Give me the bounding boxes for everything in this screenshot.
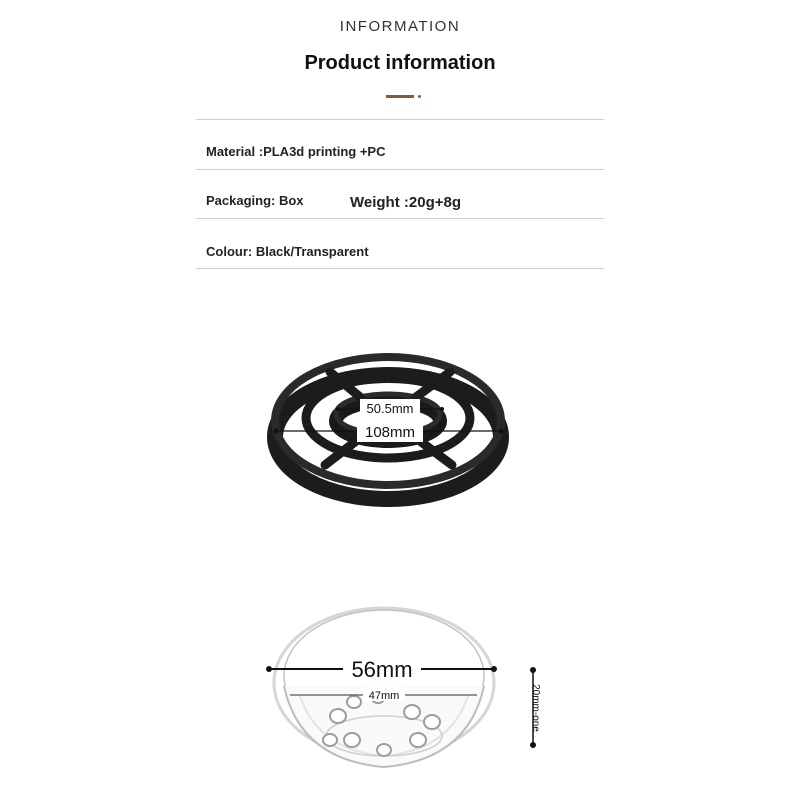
spec-material: Material :PLA3d printing +PC: [206, 144, 386, 159]
spec-weight: Weight :20g+8g: [350, 194, 461, 211]
black-ring-image: [274, 357, 504, 499]
page-title: Product information: [304, 52, 496, 74]
section-kicker: INFORMATION: [339, 18, 461, 35]
spec-packaging: Packaging: Box: [206, 193, 304, 208]
outer-diameter-label: 108mm: [364, 424, 416, 441]
height-label: 20mm-one: [530, 684, 541, 732]
inner-diameter-dish-label: 47mm: [368, 690, 400, 702]
clear-dish-image: [266, 608, 541, 767]
top-diameter-label: 56mm: [351, 657, 413, 682]
spec-colour: Colour: Black/Transparent: [206, 244, 369, 259]
inner-diameter-label: 50.5mm: [366, 401, 414, 416]
